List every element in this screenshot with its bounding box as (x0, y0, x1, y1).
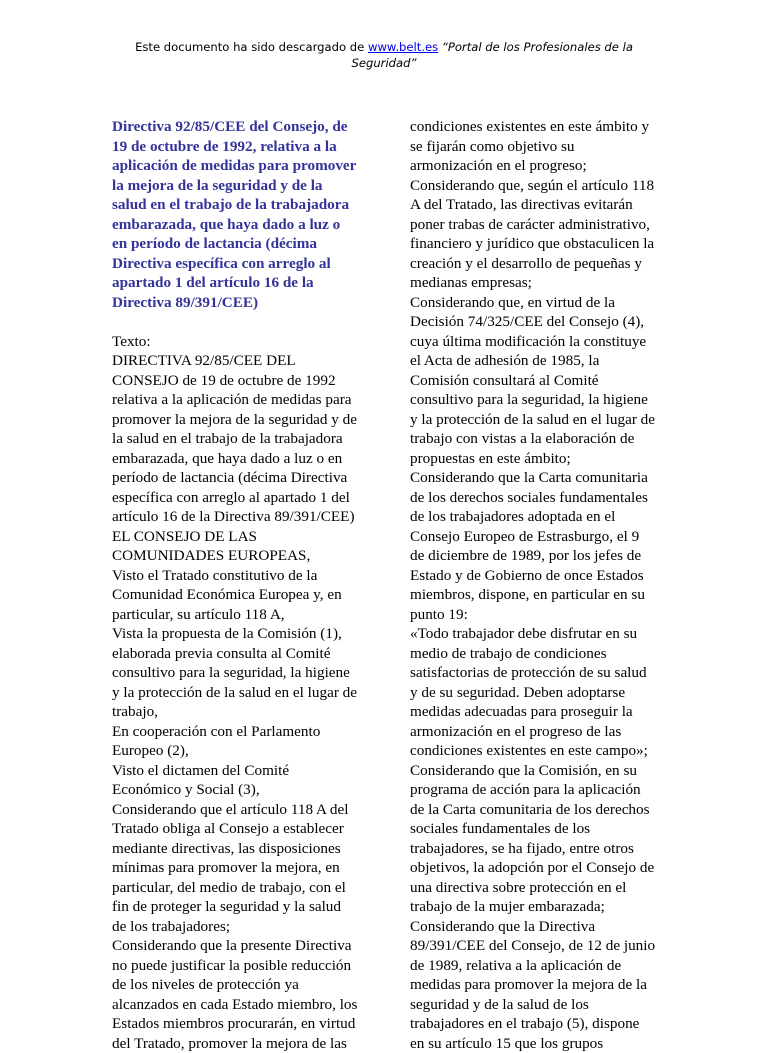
header-tagline-end: Seguridad” (351, 56, 416, 70)
text-line: Considerando que, en virtud de la (410, 293, 660, 313)
directive-body-left (112, 332, 352, 1053)
text-line: de los niveles de protección ya (112, 975, 352, 995)
text-line: trabajadores en el trabajo (5), dispone (410, 1014, 660, 1034)
header-line-1 (100, 39, 668, 55)
text-line: Considerando que el artículo 118 A del (112, 800, 352, 820)
belt-link[interactable]: www.belt.es (368, 40, 438, 54)
text-line: embarazada, que haya dado a luz o en (112, 449, 352, 469)
title-spacer (112, 312, 352, 332)
text-line: Comisión consultará al Comité (410, 371, 660, 391)
text-line: trabajadores, se ha fijado, entre otros (410, 839, 660, 859)
text-line: trabajo de la mujer embarazada; (410, 897, 660, 917)
text-line: relativa a la aplicación de medidas para (112, 390, 352, 410)
text-line: consultivo para la seguridad, la higiene (112, 663, 352, 683)
text-line: una directiva sobre protección en el (410, 878, 660, 898)
text-line: alcanzados en cada Estado miembro, los (112, 995, 352, 1015)
text-line: cuya última modificación la constituye (410, 332, 660, 352)
text-line: particular, del medio de trabajo, con el (112, 878, 352, 898)
text-line: y la protección de la salud en el lugar de (410, 410, 660, 430)
text-line: COMUNIDADES EUROPEAS, (112, 546, 352, 566)
text-line: fin de proteger la seguridad y la salud (112, 897, 352, 917)
text-line: CONSEJO de 19 de octubre de 1992 (112, 371, 352, 391)
title-line: salud en el trabajo de la trabajadora (112, 195, 352, 215)
text-line: de 1989, relativa a la aplicación de (410, 956, 660, 976)
text-line: 89/391/CEE del Consejo, de 12 de junio (410, 936, 660, 956)
left-column (112, 117, 352, 1053)
text-line: condiciones existentes en este ámbito y (410, 117, 660, 137)
text-line: de diciembre de 1989, por los jefes de (410, 546, 660, 566)
title-line: Directiva 92/85/CEE del Consejo, de (112, 117, 352, 137)
text-line: Consejo Europeo de Estrasburgo, el 9 (410, 527, 660, 547)
header-line-2 (100, 55, 668, 71)
text-line: punto 19: (410, 605, 660, 625)
text-line: miembros, dispone, en particular en su (410, 585, 660, 605)
text-line: trabajo con vistas a la elaboración de (410, 429, 660, 449)
text-line: sociales fundamentales de los (410, 819, 660, 839)
text-line: consultivo para la seguridad, la higiene (410, 390, 660, 410)
text-line: satisfactorias de protección de su salud (410, 663, 660, 683)
text-line: se fijarán como objetivo su (410, 137, 660, 157)
text-line: armonización en el progreso; (410, 156, 660, 176)
text-line: de los trabajadores adoptada en el (410, 507, 660, 527)
text-line: medio de trabajo de condiciones (410, 644, 660, 664)
page-header (100, 39, 668, 71)
text-line: Considerando que, según el artículo 118 (410, 176, 660, 196)
text-line: Visto el Tratado constitutivo de la (112, 566, 352, 586)
title-line: Directiva específica con arreglo al (112, 254, 352, 274)
text-line: Considerando que la presente Directiva (112, 936, 352, 956)
directive-title (112, 117, 352, 312)
text-line: medianas empresas; (410, 273, 660, 293)
text-line: específica con arreglo al apartado 1 del (112, 488, 352, 508)
title-line: la mejora de la seguridad y de la (112, 176, 352, 196)
text-line: Considerando que la Carta comunitaria (410, 468, 660, 488)
text-line: trabajo, (112, 702, 352, 722)
text-line: Comunidad Económica Europea y, en (112, 585, 352, 605)
text-line: promover la mejora de la seguridad y de (112, 410, 352, 430)
text-line: Considerando que la Comisión, en su (410, 761, 660, 781)
text-line: propuestas en este ámbito; (410, 449, 660, 469)
text-line: creación y el desarrollo de pequeñas y (410, 254, 660, 274)
text-line: en su artículo 15 que los grupos (410, 1034, 660, 1053)
text-line: medidas para promover la mejora de la (410, 975, 660, 995)
text-line: financiero y jurídico que obstaculicen la (410, 234, 660, 254)
text-line: Considerando que la Directiva (410, 917, 660, 937)
title-line: en período de lactancia (décima (112, 234, 352, 254)
text-line: objetivos, la adopción por el Consejo de (410, 858, 660, 878)
text-line: poner trabas de carácter administrativo, (410, 215, 660, 235)
text-line: del Tratado, promover la mejora de las (112, 1034, 352, 1053)
text-line: elaborada previa consulta al Comité (112, 644, 352, 664)
text-line: Estado y de Gobierno de once Estados (410, 566, 660, 586)
text-line: condiciones existentes en este campo»; (410, 741, 660, 761)
text-line: Vista la propuesta de la Comisión (1), (112, 624, 352, 644)
text-line: medidas adecuadas para proseguir la (410, 702, 660, 722)
text-line: programa de acción para la aplicación (410, 780, 660, 800)
text-line: Decisión 74/325/CEE del Consejo (4), (410, 312, 660, 332)
text-line: período de lactancia (décima Directiva (112, 468, 352, 488)
text-line: no puede justificar la posible reducción (112, 956, 352, 976)
text-line: mínimas para promover la mejora, en (112, 858, 352, 878)
right-column (410, 117, 660, 1053)
text-line: Europeo (2), (112, 741, 352, 761)
text-line: mediante directivas, las disposiciones (112, 839, 352, 859)
text-line: Texto: (112, 332, 352, 352)
text-line: EL CONSEJO DE LAS (112, 527, 352, 547)
text-line: de la Carta comunitaria de los derechos (410, 800, 660, 820)
title-line: apartado 1 del artículo 16 de la (112, 273, 352, 293)
title-line: 19 de octubre de 1992, relativa a la (112, 137, 352, 157)
text-line: particular, su artículo 118 A, (112, 605, 352, 625)
header-prefix: Este documento ha sido descargado de (135, 40, 368, 54)
title-line: Directiva 89/391/CEE) (112, 293, 352, 313)
header-tagline: “Portal de los Profesionales de la (442, 40, 633, 54)
text-line: el Acta de adhesión de 1985, la (410, 351, 660, 371)
text-line: Tratado obliga al Consejo a establecer (112, 819, 352, 839)
text-line: Visto el dictamen del Comité (112, 761, 352, 781)
title-line: embarazada, que haya dado a luz o (112, 215, 352, 235)
text-line: En cooperación con el Parlamento (112, 722, 352, 742)
text-line: «Todo trabajador debe disfrutar en su (410, 624, 660, 644)
text-line: Económico y Social (3), (112, 780, 352, 800)
text-line: armonización en el progreso de las (410, 722, 660, 742)
text-line: de los trabajadores; (112, 917, 352, 937)
text-line: la salud en el trabajo de la trabajadora (112, 429, 352, 449)
text-line: A del Tratado, las directivas evitarán (410, 195, 660, 215)
text-line: seguridad y de la salud de los (410, 995, 660, 1015)
title-line: aplicación de medidas para promover (112, 156, 352, 176)
text-line: de los derechos sociales fundamentales (410, 488, 660, 508)
text-line: y de su seguridad. Deben adoptarse (410, 683, 660, 703)
text-line: Estados miembros procurarán, en virtud (112, 1014, 352, 1034)
text-line: DIRECTIVA 92/85/CEE DEL (112, 351, 352, 371)
text-line: artículo 16 de la Directiva 89/391/CEE) (112, 507, 352, 527)
text-line: y la protección de la salud en el lugar de (112, 683, 352, 703)
